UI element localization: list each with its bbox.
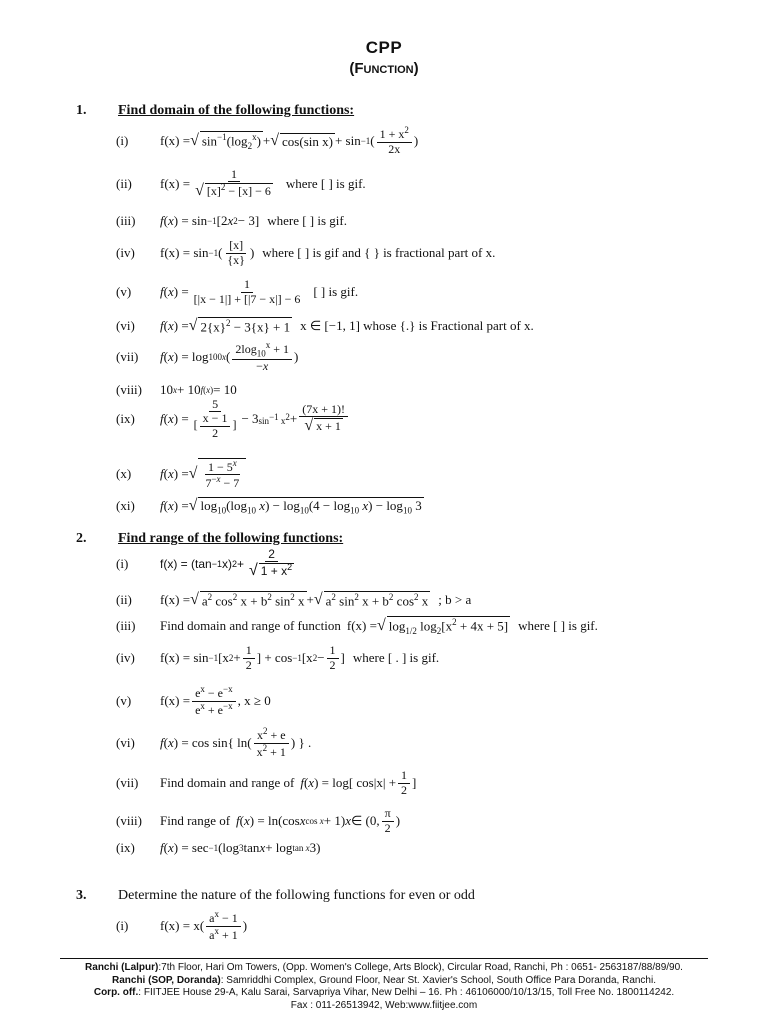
item-label: (ii) xyxy=(116,592,132,607)
q2-item-i xyxy=(116,548,299,580)
q1-item-ix xyxy=(116,397,350,440)
item-label: (vii) xyxy=(116,349,139,364)
item-label: (ix) xyxy=(116,411,135,426)
footer-address-corp: : FIITJEE House 29-A, Kalu Sarai, Sarvapriya Vihar, New Delhi – 16. Ph : 46106000/10/13/15, Toll Free No. 1800114242. xyxy=(138,987,675,999)
formula: f ( x ) = 5 [ $\frac{x - 1}{2}$ ] − 3 $\sin^{-1} x^2$ + $\frac{(7x + 1)!}{√ x + 1}$ xyxy=(160,398,350,440)
q1-item-ii xyxy=(116,168,366,200)
item-label: (i) xyxy=(116,133,129,148)
item-text: Find domain and range of xyxy=(160,775,295,790)
q2-number: 2. xyxy=(76,531,87,546)
item-label: (iv) xyxy=(116,245,135,260)
q1-item-iii xyxy=(116,205,347,237)
formula: f ( x ) = sin −1 [2 x 2 − 3] xyxy=(160,213,260,228)
q2-item-ix xyxy=(116,832,321,864)
item-note: x ∈ [−1, 1] whose {.} is Fractional part of x. xyxy=(300,318,534,333)
formula: f(x) = (tan −1 x) 2 + $\frac{2}{√ 1 + x^2}$ xyxy=(160,547,293,580)
item-note: where [ ] is gif and { } is fractional part of x. xyxy=(262,245,496,260)
item-label: (ix) xyxy=(116,840,135,855)
item-note: where [ . ] is gif. xyxy=(352,650,440,665)
footer-address-sop: : Samriddhi Complex, Ground Floor, Near St. Xavier's School, South Office Para Doranda, Ranchi. xyxy=(220,974,656,986)
footer-line-4: Fax : 011-26513942, Web:www.fiitjee.com xyxy=(290,999,478,1011)
q2-heading: Find range of the following functions: xyxy=(118,531,344,546)
item-label: (viii) xyxy=(116,813,142,828)
item-label: (iii) xyxy=(116,213,136,228)
item-label: (viii) xyxy=(116,382,142,397)
item-text: Find range of xyxy=(160,813,231,828)
formula: f(x) = $\frac{e^x - e^{-x}}{e^x + e^{-x}}$ , x ≥ 0 xyxy=(160,684,271,717)
q3-heading: Determine the nature of the following functions for even or odd xyxy=(118,888,475,903)
formula: f ( x ) = √ $2\{x\}^2 - 3\{x\} + 1$ xyxy=(160,316,291,335)
formula: f ( x ) = cos sin{ ln( $\frac{x^2 + e}{x^2 + 1}$ ) } . xyxy=(160,726,312,759)
q1-number: 1. xyxy=(76,103,87,118)
footer-branch-lalpur: Ranchi (Lalpur) xyxy=(85,962,159,973)
formula: f ( x ) = √ $\log_{10}(\log_{10}$ $x) - \log_{10}(4 - \log_{10} x) - \log_{10} 3$ xyxy=(160,497,422,516)
footer-address-lalpur: :7th Floor, Hari Om Towers, (Opp. Women's College, Arts Block), Circular Road, Ranchi, Ph : 0651- 2563187/88/89/90. xyxy=(158,962,683,973)
formula: f(x) = √ $\log_{1/2} \log_2[x^2 + 4x + 5]$ xyxy=(346,616,509,636)
footer-line-2 xyxy=(60,975,708,988)
formula: f ( x ) = log 100x ( $\frac{2\log_{10}^x + 1}{-x}$ ) xyxy=(160,339,299,374)
item-label: (vi) xyxy=(116,318,135,333)
q1-item-v xyxy=(116,276,358,308)
q1-item-xi xyxy=(116,490,424,522)
q1-item-iv xyxy=(116,237,495,269)
item-note: where [ ] is gif. xyxy=(267,213,347,228)
footer-line-3 xyxy=(60,987,708,1000)
formula: f(x) = √ $\sin^{-1}(\log_2^x)$ + √ cos(sin x) + sin −1 ( $\frac{1 + x^2}{2x}$ ) xyxy=(160,125,419,156)
formula: f(x) = sin −1 ( $\frac{[x]}{\{x\}}$ ) xyxy=(160,238,255,267)
footer-line-1 xyxy=(60,962,708,975)
formula: 10 x + 10 f(x) = 10 xyxy=(160,382,237,397)
item-note: ; b > a xyxy=(438,592,472,607)
q1-item-vii xyxy=(116,341,298,373)
item-note: where [ ] is gif. xyxy=(518,618,598,633)
footer-corp-office: Corp. off. xyxy=(93,987,139,999)
item-text: Find domain and range of function xyxy=(160,618,341,633)
item-note: where [ ] is gif. xyxy=(285,176,366,191)
item-label: (vi) xyxy=(116,735,135,750)
item-label: (iv) xyxy=(116,650,135,665)
page-subtitle: (Function) xyxy=(349,60,419,77)
formula: f ( x ) = √ $\frac{1 - 5^x}{7^{-x} - 7}$ xyxy=(160,458,246,490)
footer-branch-sop: Ranchi (SOP, Doranda) xyxy=(112,974,221,986)
item-label: (i) xyxy=(116,918,129,933)
formula: f ( x ) = ln(cos x cos x + 1) x ∈ (0, $\frac{\pi}{2}$ ) xyxy=(236,806,401,835)
item-label: (ii) xyxy=(116,176,132,191)
formula: f(x) = $\frac{1}{√ [x]^2 - [x] - 6}$ xyxy=(160,167,271,200)
q2-item-v xyxy=(116,685,271,717)
q2-item-vii xyxy=(116,767,416,799)
formula: f ( x ) = $\frac{1}{[|x - 1|] + [|7 - x|] - 6}$ xyxy=(160,277,301,306)
item-label: (i) xyxy=(116,556,129,571)
q3-number: 3. xyxy=(76,888,87,903)
q2-item-iii xyxy=(116,610,598,642)
q3-item-i xyxy=(116,910,247,942)
item-label: (v) xyxy=(116,693,132,708)
item-note: [ ] is gif. xyxy=(313,284,359,299)
q1-item-x xyxy=(116,458,246,490)
item-label: (vii) xyxy=(116,775,139,790)
item-label: (v) xyxy=(116,284,132,299)
formula: f(x) = √ $a^2$ $\cos^2 x + b^2$ $\sin^2 x$ + √ $a^2$ $\sin^2 x + b^2$ $\cos^2 x$ xyxy=(160,590,429,609)
formula: f ( x ) = log[ cos|x| + $\frac{1}{2}$ ] xyxy=(300,768,417,797)
formula: f(x) = x( $\frac{a^x - 1}{a^x + 1}$ ) xyxy=(160,909,248,942)
q2-item-iv xyxy=(116,642,439,674)
q2-item-vi xyxy=(116,727,311,759)
item-label: (x) xyxy=(116,466,132,481)
page-title: CPP xyxy=(365,38,403,57)
item-label: (iii) xyxy=(116,618,136,633)
footer xyxy=(60,958,708,1012)
q1-heading: Find domain of the following functions: xyxy=(118,103,355,118)
q1-item-vi xyxy=(116,310,534,342)
item-label: (xi) xyxy=(116,498,135,513)
formula: f ( x ) = sec −1 (log 3 tan x + log tan x 3) xyxy=(160,840,321,855)
q1-item-i xyxy=(116,125,418,157)
formula: f(x) = sin −1 [x 2 + $\frac{1}{2}$ ] + cos −1 [x 2 − $\frac{1}{2}$ ] xyxy=(160,643,345,672)
